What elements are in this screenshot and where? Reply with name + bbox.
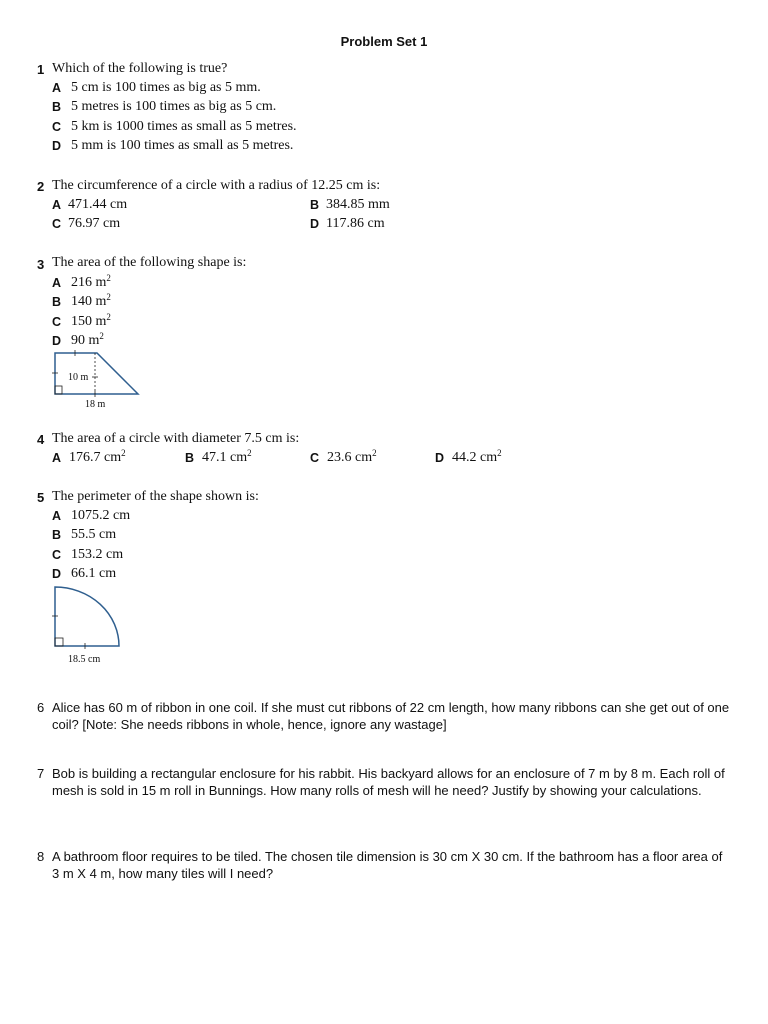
quarter-circle-outline	[55, 587, 119, 646]
q2-option-d-text: 117.86 cm	[326, 216, 385, 231]
q1-question: Which of the following is true?	[52, 61, 228, 76]
q8-number: 8	[37, 849, 45, 864]
q3-base-label: 18 m	[85, 399, 106, 410]
q1-option-c-letter: C	[52, 120, 62, 134]
q3-option-b-text: 140 $m^2$	[71, 292, 111, 309]
q7-number: 7	[37, 766, 45, 781]
q2-option-d-letter: D	[310, 217, 320, 231]
q3-option-d-text: 90 $m^2$	[71, 331, 104, 348]
q2-option-b-text: 384.85 mm	[326, 197, 390, 212]
q5-option-b-letter: B	[52, 528, 62, 542]
q2-option-a-text: 471.44 cm	[68, 197, 128, 212]
q4-number: 4	[37, 432, 45, 447]
q3-option-a-letter: A	[52, 276, 62, 290]
q1-option-a-letter: A	[52, 81, 62, 95]
q3-number: 3	[37, 257, 45, 272]
q5-option-a-letter: A	[52, 509, 62, 523]
q4-option-d-text: 44.2 $cm^2$	[452, 448, 502, 465]
q6-number: 6	[37, 700, 45, 715]
q5-option-c-text: 153.2 cm	[71, 547, 124, 562]
q2-option-a-letter: A	[52, 198, 62, 212]
q5-option-a-text: 1075.2 cm	[71, 508, 131, 523]
page-title: Problem Set 1	[340, 34, 428, 49]
q3-option-a-text: 216 $m^2$	[71, 273, 111, 290]
q4-option-c-text: 23.6 $cm^2$	[327, 448, 377, 465]
q3-option-b-letter: B	[52, 295, 62, 309]
q3-option-c-text: 150 $m^2$	[71, 312, 111, 329]
q4-option-a-text: 176.7 $cm^2$	[69, 448, 126, 465]
q1-option-c-text: 5 km is 1000 times as small as 5 metres.	[71, 119, 297, 134]
q1-option-d-letter: D	[52, 139, 62, 153]
q2-option-c-letter: C	[52, 217, 62, 231]
q5-radius-label: 18.5 cm	[68, 654, 101, 665]
q5-option-b-text: 55.5 cm	[71, 527, 117, 542]
q1-option-b-text: 5 metres is 100 times as big as 5 cm.	[71, 99, 277, 114]
q3-option-c-letter: C	[52, 315, 62, 329]
q5-option-c-letter: C	[52, 548, 62, 562]
q4-option-b-text: 47.1 $cm^2$	[202, 448, 252, 465]
q1-option-d-text: 5 mm is 100 times as small as 5 metres.	[71, 138, 294, 153]
q4-option-a-letter: A	[52, 451, 62, 465]
q3-option-d-letter: D	[52, 334, 62, 348]
q1-option-b-letter: B	[52, 100, 62, 114]
q7-text: Bob is building a rectangular enclosure for his rabbit. His backyard allows for an enclosure of 7 m by 8 m. Each roll of mesh is sold in 15 m roll in Bunnings. How many rolls of mesh will he need? Justify by showing your calculations.	[52, 766, 725, 798]
q4-option-b-letter: B	[185, 451, 195, 465]
q2-option-c-text: 76.97 cm	[68, 216, 121, 231]
q5-number: 5	[37, 490, 45, 505]
q4-option-d-letter: D	[435, 451, 445, 465]
q5-question: The perimeter of the shape shown is:	[52, 489, 259, 504]
right-angle-mark	[55, 638, 63, 646]
q4-option-c-letter: C	[310, 451, 320, 465]
q3-height-label: 10 m	[68, 372, 89, 383]
q6-text: Alice has 60 m of ribbon in one coil. If she must cut ribbons of 22 cm length, how many ribbons can she get out of one coil? [Note: She needs ribbons in whole, hence, ignore any wastage]	[52, 700, 730, 732]
q5-option-d-letter: D	[52, 567, 62, 581]
q5-quarter-circle-figure	[50, 584, 130, 668]
q2-option-b-letter: B	[310, 198, 320, 212]
q3-trapezium-figure	[50, 350, 145, 412]
q1-number: 1	[37, 62, 45, 77]
q2-number: 2	[37, 179, 45, 194]
q4-question: The area of a circle with diameter 7.5 cm is:	[52, 431, 300, 446]
right-angle-mark	[55, 386, 62, 394]
q3-question: The area of the following shape is:	[52, 255, 247, 270]
q5-option-d-text: 66.1 cm	[71, 566, 117, 581]
q8-text: A bathroom floor requires to be tiled. The chosen tile dimension is 30 cm X 30 cm. If the bathroom has a floor area of 3 m X 4 m, how many tiles will I need?	[52, 849, 723, 881]
q1-option-a-text: 5 cm is 100 times as big as 5 mm.	[71, 80, 261, 95]
q2-question: The circumference of a circle with a radius of 12.25 cm is:	[52, 178, 381, 193]
